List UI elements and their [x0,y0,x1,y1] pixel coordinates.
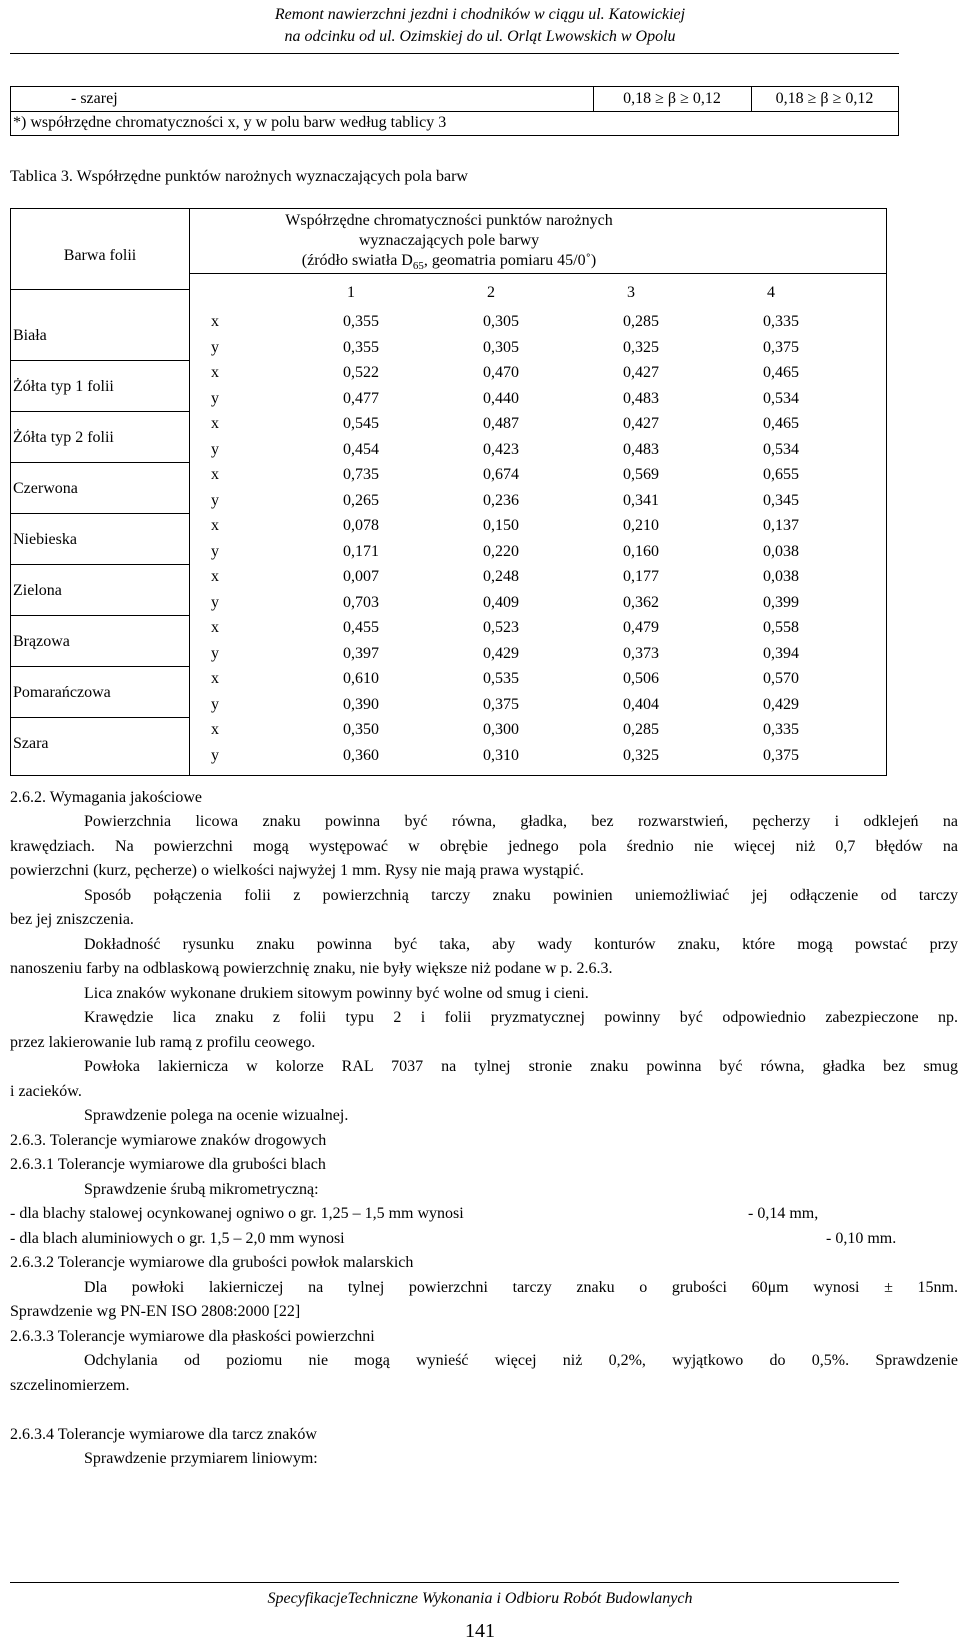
point-number: 3 [627,284,635,301]
row-separator [11,513,189,514]
coord-value: 0,735 [343,466,379,483]
coord-value: 0,350 [343,721,379,738]
coord-value: 0,038 [763,568,799,585]
point-number: 1 [347,284,355,301]
section-2-6-3-4-title: 2.6.3.4 Tolerancje wymiarowe dla tarcz znaków [10,1426,317,1443]
colour-name: Brązowa [13,632,70,650]
coord-label: y [211,440,219,458]
table-note: *) współrzędne chromatyczności x, y w polu barw według tablicy 3 [13,114,447,131]
coord-value: 0,038 [763,542,799,560]
coord-label: y [211,491,219,509]
paragraph-line: Dla powłoki lakierniczej na tylnej powierzchni tarczy znaku o grubości 60μm wynosi ± 15nm. [84,1279,958,1296]
coord-value: 0,404 [623,695,659,713]
coord-label: x [211,670,219,687]
coord-value: 0,160 [623,542,659,560]
coord-value: 0,341 [623,491,659,509]
coord-label: x [211,415,219,432]
row-separator [11,411,189,412]
coord-value: 0,210 [623,517,659,534]
col-header-coords-1: Współrzędne chromatyczności punktów narożnych [285,212,613,229]
beta-range-1: 0,18 ≥ β ≥ 0,12 [623,90,721,107]
coord-value: 0,300 [483,721,519,738]
coord-value: 0,570 [763,670,799,687]
coord-value: 0,355 [343,338,379,356]
coord-value: 0,335 [763,721,799,738]
coord-label: y [211,338,219,356]
list-item-value: - 0,14 mm, [748,1205,819,1222]
coord-value: 0,479 [623,619,659,636]
coord-value: 0,007 [343,568,379,585]
coord-value: 0,394 [763,644,799,662]
coord-value: 0,483 [623,440,659,458]
list-item-value: - 0,10 mm. [826,1230,897,1247]
row-separator [11,462,189,463]
paragraph-line: przez lakierowanie lub ramą z profilu ceowego. [10,1034,316,1051]
paragraph-line: Odchylania od poziomu nie mogą wynieść więcej niż 0,2%, wyjątkowo do 0,5%. Sprawdzenie [84,1352,958,1369]
coord-value: 0,335 [763,313,799,330]
row-separator [11,360,189,361]
section-2-6-3-3-title: 2.6.3.3 Tolerancje wymiarowe dla płaskości powierzchni [10,1328,375,1345]
coord-value: 0,545 [343,415,379,432]
coord-value: 0,078 [343,517,379,534]
coord-value: 0,360 [343,746,379,764]
coord-value: 0,522 [343,364,379,381]
coord-value: 0,375 [763,746,799,764]
paragraph-line: Sprawdzenie przymiarem liniowym: [84,1450,318,1467]
coord-value: 0,534 [763,440,799,458]
coord-value: 0,397 [343,644,379,662]
coord-value: 0,409 [483,593,519,611]
footer-title: SpecyfikacjeTechniczne Wykonania i Odbioru Robót Budowlanych [267,1590,693,1607]
coord-value: 0,483 [623,389,659,407]
col-header-foil: Barwa folii [63,247,137,264]
point-number: 2 [487,284,495,301]
coord-value: 0,470 [483,364,519,381]
section-2-6-3-title: 2.6.3. Tolerancje wymiarowe znaków drogowych [10,1132,327,1149]
colour-name: Czerwona [13,479,78,497]
point-number: 4 [767,284,775,301]
table-tablica-2-fragment [10,86,899,136]
coord-value: 0,285 [623,721,659,738]
paragraph-line: krawędziach. Na powierzchni mogą występować w obrębie jednego pola średnio nie więcej niż 0,7 błędów na [10,838,958,855]
footer-rule [10,1582,899,1583]
coord-value: 0,427 [623,415,659,432]
coord-value: 0,477 [343,389,379,407]
coord-value: 0,375 [483,695,519,713]
coord-label: x [211,313,219,330]
paragraph-line: powierzchni (kurz, pęcherze) o wielkości najwyżej 1 mm. Rysy nie mają prawa wystąpić. [10,862,584,879]
coord-value: 0,610 [343,670,379,687]
paragraph-line: Dokładność rysunku znaku powinna być taka, aby wady konturów znaku, które mogą powstać przy [84,936,958,953]
table-tablica-3 [10,208,887,776]
colour-name: Pomarańczowa [13,683,111,701]
coord-value: 0,171 [343,542,379,560]
coord-value: 0,325 [623,338,659,356]
section-2-6-2-title: 2.6.2. Wymagania jakościowe [10,789,203,806]
coord-label: y [211,746,219,764]
coord-value: 0,440 [483,389,519,407]
paragraph-line: Krawędzie lica znaku z folii typu 2 i folii pryzmatycznej powinny być odpowiednio zabezpieczone np. [84,1009,958,1026]
colour-name: Żółta typ 2 folii [13,428,114,446]
coord-value: 0,325 [623,746,659,764]
coord-value: 0,523 [483,619,519,636]
beta-range-2: 0,18 ≥ β ≥ 0,12 [775,90,874,107]
coord-value: 0,429 [763,695,799,713]
coord-label: y [211,542,219,560]
coord-value: 0,220 [483,542,519,560]
colour-name: Niebieska [13,530,77,548]
coord-value: 0,674 [483,466,519,483]
coord-value: 0,177 [623,568,659,585]
coord-value: 0,569 [623,466,659,483]
paragraph-line: Sprawdzenie polega na ocenie wizualnej. [84,1107,349,1124]
coord-value: 0,399 [763,593,799,611]
coord-label: x [211,466,219,483]
coord-value: 0,455 [343,619,379,636]
coord-value: 0,535 [483,670,519,687]
col-header-coords-3: (źródło swiatła $D_{65}$, geomatria pomiaru 45/0˚) [301,252,597,273]
coord-value: 0,487 [483,415,519,432]
coord-value: 0,265 [343,491,379,509]
coord-label: x [211,721,219,738]
col-header-coords-2: wyznaczających pole barwy [358,232,540,249]
coord-value: 0,534 [763,389,799,407]
coord-label: x [211,568,219,585]
table-caption: Tablica 3. Współrzędne punktów narożnych wyznaczających pola barw [10,168,468,185]
paragraph-line: Lica znaków wykonane drukiem sitowym powinny być wolne od smug i cieni. [84,985,589,1002]
row-separator [11,666,189,667]
coord-value: 0,423 [483,440,519,458]
list-item: - dla blach aluminiowych o gr. 1,5 – 2,0 mm wynosi [10,1230,345,1247]
coord-label: x [211,517,219,534]
coord-label: y [211,389,219,407]
coord-value: 0,137 [763,517,799,534]
coord-label: x [211,364,219,381]
colour-name: Żółta typ 1 folii [13,377,114,395]
coord-value: 0,362 [623,593,659,611]
header-rule [10,53,899,54]
coord-value: 0,345 [763,491,799,509]
colour-name: Szara [13,734,49,752]
coord-value: 0,150 [483,517,519,534]
coord-value: 0,427 [623,364,659,381]
row-separator [11,564,189,565]
coord-value: 0,310 [483,746,519,764]
row-label-szarej: - szarej [71,90,118,107]
coord-value: 0,703 [343,593,379,611]
coord-label: x [211,619,219,636]
paragraph-line: i zacieków. [10,1083,82,1100]
coord-value: 0,558 [763,619,799,636]
coord-value: 0,506 [623,670,659,687]
coord-value: 0,305 [483,338,519,356]
coord-value: 0,285 [623,313,659,330]
colour-name: Biała [13,326,47,344]
paragraph-line: Sprawdzenie śrubą mikrometryczną: [84,1181,319,1198]
coord-value: 0,429 [483,644,519,662]
coord-value: 0,375 [763,338,799,356]
header-line-2: na odcinku od ul. Ozimskiej do ul. Orląt Lwowskich w Opolu [284,28,676,45]
header-line-1: Remont nawierzchni jezdni i chodników w ciągu ul. Katowickiej [274,6,686,23]
coord-value: 0,390 [343,695,379,713]
coord-label: y [211,593,219,611]
colour-name: Zielona [13,581,62,599]
section-2-6-3-1-title: 2.6.3.1 Tolerancje wymiarowe dla grubości blach [10,1156,326,1173]
section-2-6-3-2-title: 2.6.3.2 Tolerancje wymiarowe dla grubości powłok malarskich [10,1254,414,1271]
coord-value: 0,465 [763,364,799,381]
paragraph-line: Sprawdzenie wg PN-EN ISO 2808:2000 [22] [10,1303,301,1320]
page-number: 141 [465,1620,495,1642]
paragraph-line: bez jej zniszczenia. [10,911,134,928]
coord-value: 0,248 [483,568,519,585]
coord-label: y [211,644,219,662]
paragraph-line: nanoszeniu farby na odblaskową powierzchnię znaku, nie były większe niż podane w p. 2.6.3. [10,960,613,977]
coord-value: 0,454 [343,440,379,458]
paragraph-line: Powierzchnia licowa znaku powinna być równa, gładka, bez rozwarstwień, pęcherzy i odklejeń na [84,813,958,830]
coord-value: 0,373 [623,644,659,662]
coord-value: 0,355 [343,313,379,330]
coord-label: y [211,695,219,713]
coord-value: 0,305 [483,313,519,330]
list-item: - dla blachy stalowej ocynkowanej ogniwo o gr. 1,25 – 1,5 mm wynosi [10,1205,464,1222]
coord-value: 0,465 [763,415,799,432]
row-separator [11,717,189,718]
paragraph-line: Sposób połączenia folii z powierzchnią tarczy znaku powinien uniemożliwiać jej odłączenie od tarczy [84,887,958,904]
paragraph-line: szczelinomierzem. [10,1377,130,1394]
coord-value: 0,236 [483,491,519,509]
row-separator [11,615,189,616]
paragraph-line: Powłoka lakiernicza w kolorze RAL 7037 na tylnej stronie znaku powinna być równa, gładka bez smug [84,1058,958,1075]
coord-value: 0,655 [763,466,799,483]
